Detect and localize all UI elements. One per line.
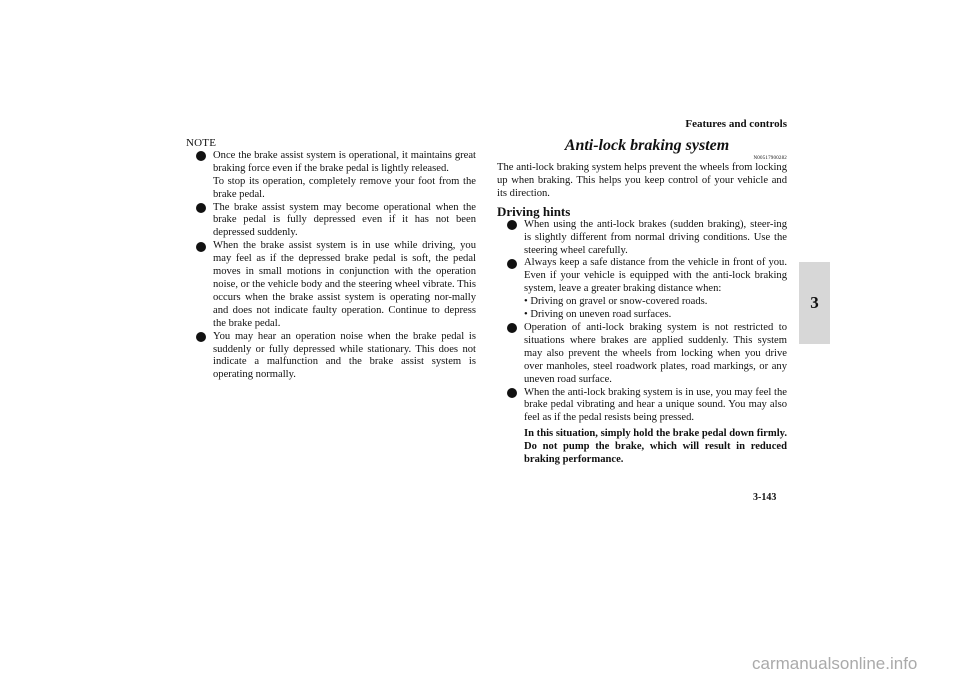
bullet-icon <box>507 323 517 333</box>
hint-text: When using the anti-lock brakes (sudden braking), steer-ing is slightly different from normal driving conditions. Use the steering wheel carefully. <box>524 218 787 256</box>
note-text: Once the brake assist system is operational, it maintains great braking force even if the brake pedal is lightly released. <box>213 149 476 174</box>
hint-sub-item: • Driving on uneven road surfaces. <box>524 309 672 321</box>
page-number: 3-143 <box>753 492 777 503</box>
driving-hints-heading: Driving hints <box>497 203 571 219</box>
hint-item <box>497 387 787 467</box>
hint-item <box>497 257 787 322</box>
bullet-icon <box>507 259 517 269</box>
note-bullet-list <box>186 150 476 382</box>
hint-text: When the anti-lock braking system is in use, you may feel the brake pedal vibrating and hear a unique sound. You may also feel as if the pedal resists being pressed. <box>524 386 787 424</box>
hint-text: Operation of anti-lock braking system is not restricted to situations where brakes are applied suddenly. This system may also prevent the wheels from locking when you drive over manholes, steel roadwork plates, road markings, or any uneven road surface. <box>524 321 787 385</box>
hint-bold-text: In this situation, simply hold the brake pedal down firmly. Do not pump the brake, which will result in reduced braking performance. <box>524 428 787 466</box>
bullet-icon <box>507 388 517 398</box>
note-bullet-item <box>186 240 476 330</box>
bullet-icon <box>196 151 206 161</box>
hint-sub-item: • Driving on gravel or snow-covered roads. <box>524 296 708 308</box>
hints-bullet-list <box>497 219 787 467</box>
note-text: You may hear an operation noise when the brake pedal is suddenly or fully depressed while stationary. This does not indicate a malfunction and the brake assist system is operating normally. <box>213 330 476 381</box>
hint-item <box>497 322 787 387</box>
right-column <box>497 137 787 467</box>
hint-text: Always keep a safe distance from the vehicle in front of you. Even if your vehicle is equipped with the anti-lock braking system, leave a greater braking distance when: <box>524 257 787 295</box>
bullet-icon <box>196 203 206 213</box>
note-text: The brake assist system may become operational when the brake pedal is fully depressed even if it has not been depressed suddenly. <box>213 201 476 239</box>
section-title: Anti-lock braking system <box>564 137 730 154</box>
watermark: carmanualsonline.info <box>752 654 918 673</box>
running-head: Features and controls <box>685 118 787 130</box>
hint-item <box>497 219 787 258</box>
note-text: When the brake assist system is in use while driving, you may feel as if the depressed brake pedal is soft, the pedal moves in small motions in conjunction with the operation noise, or the vehicle body and the steering wheel vibrate. This occurs when the brake assist system is operating nor-mally and does not indicate faulty operation. Continue to depress the brake pedal. <box>213 240 476 329</box>
chapter-tab: 3 <box>799 262 830 344</box>
reference-code: N00517900282 <box>753 156 787 161</box>
bullet-icon <box>196 242 206 252</box>
left-column <box>186 137 476 382</box>
bullet-icon <box>196 332 206 342</box>
note-bullet-item <box>186 331 476 383</box>
note-bullet-item <box>186 150 476 202</box>
bullet-icon <box>507 220 517 230</box>
note-bullet-item <box>186 202 476 241</box>
note-label: NOTE <box>186 137 217 149</box>
intro-paragraph: The anti-lock braking system helps prevent the wheels from locking up when braking. This helps you keep control of your vehicle and its direction. <box>497 162 787 199</box>
note-text: To stop its operation, completely remove your foot from the brake pedal. <box>213 175 476 200</box>
